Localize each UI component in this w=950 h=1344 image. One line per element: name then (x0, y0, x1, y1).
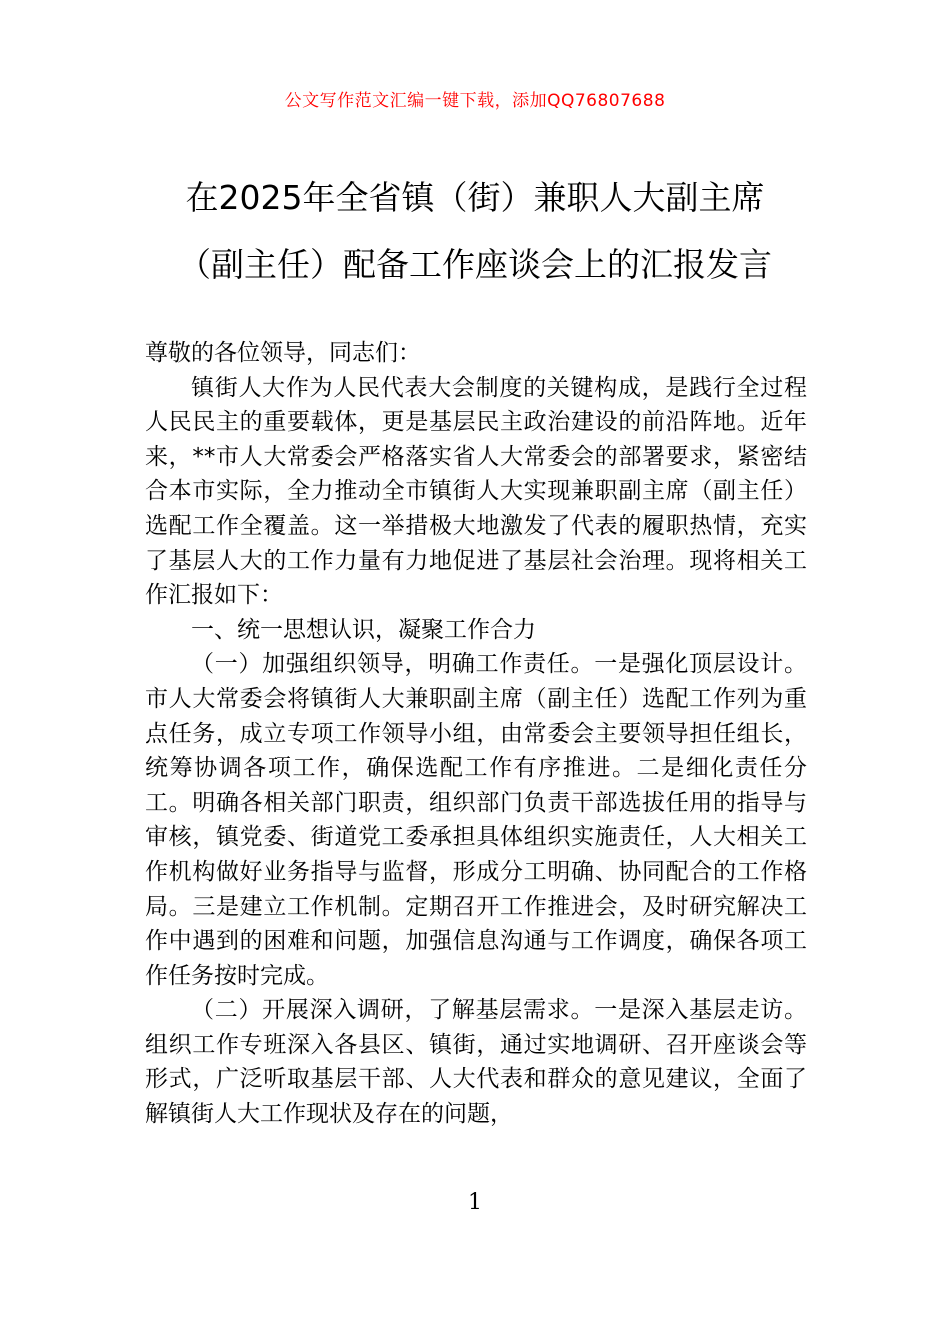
page-number: 1 (468, 1190, 482, 1215)
paragraph-intro: 镇街人大作为人民代表大会制度的关键构成，是践行全过程人民民主的重要载体，更是基层民主政治建设的前沿阵地。近年来，**市人大常委会严格落实省人大常委会的部署要求，紧密结合本市实际，全力推动全市镇街人大实现兼职副主席（副主任）选配工作全覆盖。这一举措极大地激发了代表的履职热情，充实了基层人大的工作力量有力地促进了基层社会治理。现将相关工作汇报如下： (145, 374, 807, 609)
header-download-note: 公文写作范文汇编一键下载，添加QQ76807688 (284, 91, 666, 111)
paragraph-subsection-1: （一）加强组织领导，明确工作责任。一是强化顶层设计。市人大常委会将镇街人大兼职副主席（副主任）选配工作列为重点任务，成立专项工作领导小组，由常委会主要领导担任组长，统筹协调各项工作，确保选配工作有序推进。二是细化责任分工。明确各相关部门职责，组织部门负责干部选拔任用的指导与审核，镇党委、街道党工委承担具体组织实施责任，人大相关工作机构做好业务指导与监督，形成分工明确、协同配合的工作格局。三是建立工作机制。定期召开工作推进会，及时研究解决工作中遇到的困难和问题，加强信息沟通与工作调度，确保各项工作任务按时完成。 (145, 651, 807, 989)
document-title-line-1: 在2025年全省镇（街）兼职人大副主席 (185, 178, 765, 217)
document-body (145, 336, 807, 1132)
paragraph-subsection-2: （二）开展深入调研，了解基层需求。一是深入基层走访。组织工作专班深入各县区、镇街，通过实地调研、召开座谈会等形式，广泛听取基层干部、人大代表和群众的意见建议，全面了解镇街人大工作现状及存在的问题， (145, 997, 807, 1128)
salutation: 尊敬的各位领导，同志们： (145, 340, 421, 366)
section-heading-1: 一、统一思想认识，凝聚工作合力 (191, 616, 536, 643)
document-title-line-2: （副主任）配备工作座谈会上的汇报发言 (178, 245, 772, 284)
